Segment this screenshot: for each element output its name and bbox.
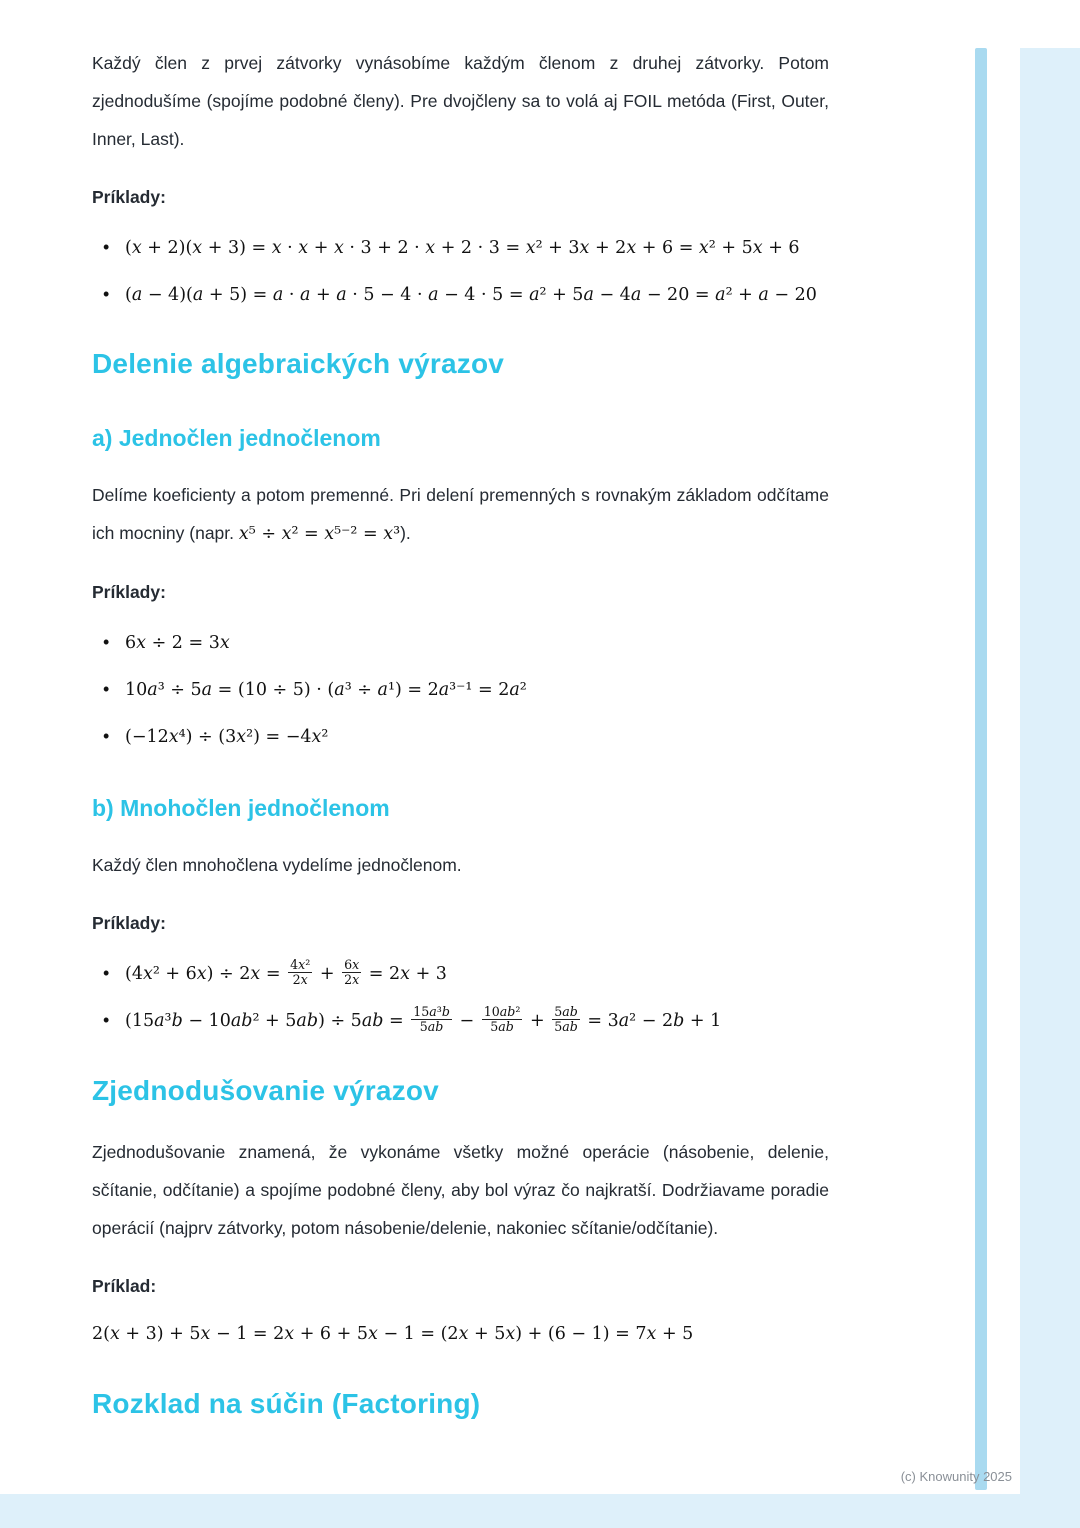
list-item [92,674,829,705]
fraction-numerator: 6x [344,956,360,972]
paragraph-text: ). [400,523,411,543]
math-expression: (15a³b − 10ab² + 5ab) ÷ 5ab = $\frac{\text{15a³b}}{5ab}$ − $\frac{\text{10ab²}}{5ab}$ + $\frac{5ab}{5ab}$ = 3a² − 2b + 1 [125,1004,722,1035]
simplify-math-line [92,1319,829,1350]
right-accent-stripe [975,48,987,1490]
right-page-band [1020,48,1080,1528]
math-expression: (4x² + 6x) ÷ 2x = $\frac{\text{4x²}}{2x}$ + $\frac{6x}{2x}$ = 2x + 3 [125,956,447,987]
fraction-denominator: 2x [344,972,360,987]
simplify-paragraph: Zjednodušovanie znamená, že vykonáme všetky možné operácie (násobenie, delenie, sčítanie, odčítanie) a spojíme podobné členy, aby bol výraz čo najkratší. Dodržiavame poradie operácií (najprv zátvorky, potom násobenie/delenie, nakoniec sčítanie/odčítanie). [92,1141,829,1238]
math-expression: (a − 4)(a + 5) = a · a + a · 5 − 4 · a − 4 · 5 = a² + 5a − 4a − 20 = a² + a − 20 [125,285,817,305]
subsection-title-a: a) Jednočlen jednočlenom [92,425,381,451]
fraction [552,1005,580,1035]
fraction-numerator: 5ab [554,1004,578,1019]
list-item [92,958,829,989]
fraction-denominator: 5ab [554,1019,578,1035]
examples-label-1: Príklady: [92,187,166,207]
list-item [92,232,829,263]
section-title-division: Delenie algebraických výrazov [92,348,505,379]
list-item [92,627,829,658]
intro-example-list [92,232,829,310]
division-b-paragraph: Každý člen mnohočlena vydelíme jednočlenom. [92,855,462,875]
fraction [342,958,361,988]
page-content [92,0,829,1422]
inline-math-expression: x⁵ ÷ x² = x⁵⁻² = x³ [238,524,401,544]
examples-label-3: Príklady: [92,913,166,933]
math-expression: 6x ÷ 2 = 3x [125,633,230,653]
section-title-simplify: Zjednodušovanie výrazov [92,1074,439,1106]
division-a-example-list [92,627,829,752]
math-expression: (x + 2)(x + 3) = x · x + x · 3 + 2 · x + 2 · 3 = x² + 3x + 2x + 6 = x² + 5x + 6 [125,238,800,258]
paragraph-text: Delíme koeficienty a potom premenné. Pri delení premenných s rovnakým základom odčítame ich mocniny (napr. [92,485,829,543]
examples-label-2: Príklady: [92,582,166,602]
fraction-denominator: 5ab [419,1019,444,1035]
fraction-numerator: 4x² [290,956,311,972]
list-item [92,1005,829,1036]
list-item [92,721,829,752]
math-expression: 10a³ ÷ 5a = (10 ÷ 5) · (a³ ÷ a¹) = 2a³⁻¹ = 2a² [125,680,527,700]
fraction [288,958,312,988]
bottom-page-band [0,1494,1080,1528]
division-a-paragraph [92,476,829,553]
fraction-denominator: 2x [292,972,308,987]
fraction-numerator: 15a³b [413,1004,450,1019]
division-b-example-list [92,958,829,1037]
fraction [411,1005,452,1035]
section-title-factoring: Rozklad na súčin (Factoring) [92,1387,481,1419]
fraction [482,1005,523,1035]
fraction-numerator: 10ab² [483,1004,521,1019]
intro-paragraph: Každý člen z prvej zátvorky vynásobíme každým členom z druhej zátvorky. Potom zjednodušíme (spojíme podobné členy). Pre dvojčleny sa to volá aj FOIL metóda (First, Outer, Inner, Last). [92,53,829,149]
math-expression: (−12x⁴) ÷ (3x²) = −4x² [125,727,329,747]
copyright-footer: (c) Knowunity 2025 [900,1469,1012,1484]
list-item [92,279,829,310]
subsection-title-b: b) Mnohočlen jednočlenom [92,795,390,821]
fraction-denominator: 5ab [490,1019,514,1035]
math-expression: 2(x + 3) + 5x − 1 = 2x + 6 + 5x − 1 = (2x + 5x) + (6 − 1) = 7x + 5 [92,1323,694,1344]
example-label-4: Príklad: [92,1275,157,1296]
